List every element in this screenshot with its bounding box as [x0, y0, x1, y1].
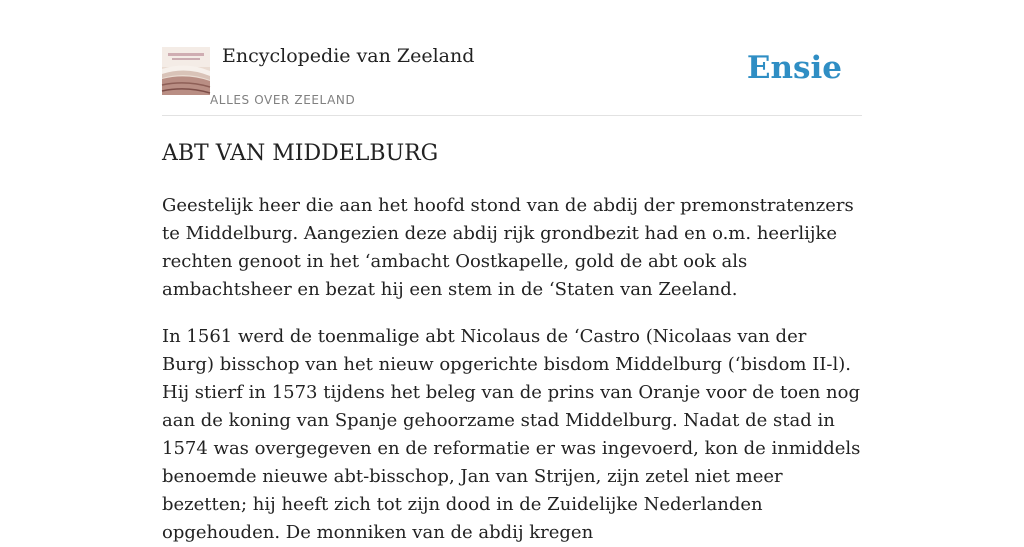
site-tagline: ALLES OVER ZEELAND: [210, 93, 356, 107]
ensie-logo-link[interactable]: Ensie: [746, 50, 842, 86]
article: [162, 138, 864, 547]
site-avatar[interactable]: [162, 47, 210, 95]
article-title: ABT VAN MIDDELBURG: [162, 141, 439, 166]
site-header: [162, 0, 862, 116]
article-paragraph: In 1561 werd de toenmalige abt Nicolaus de ‘Castro (Nicolaas van der Burg) bisschop van het nieuw opgerichte bisdom Middelburg (‘bisdom II-l). Hij stierf in 1573 tijdens het beleg van de prins van Oranje voor de toen nog aan de koning van Spanje gehoorzame stad Middelburg. Nadat de stad in 1574 was overgegeven en de reformatie er was ingevoerd, kon de inmiddels benoemde nieuwe abt-bisschop, Jan van Strijen, zijn zetel niet meer bezetten; hij heeft zich tot zijn dood in de Zuidelijke Nederlanden opgehouden. De monniken van de abdij kregen: [162, 326, 861, 543]
site-title[interactable]: Encyclopedie van Zeeland: [222, 45, 475, 67]
open-book-icon: [162, 47, 210, 95]
article-paragraph: Geestelijk heer die aan het hoofd stond van de abdij der premonstratenzers te Middelburg. Aangezien deze abdij rijk grondbezit had en o.m. heerlijke rechten genoot in het ‘ambacht Oostkapelle, gold de abt ook als ambachtsheer en bezat hij een stem in de ‘Staten van Zeeland.: [162, 195, 854, 300]
